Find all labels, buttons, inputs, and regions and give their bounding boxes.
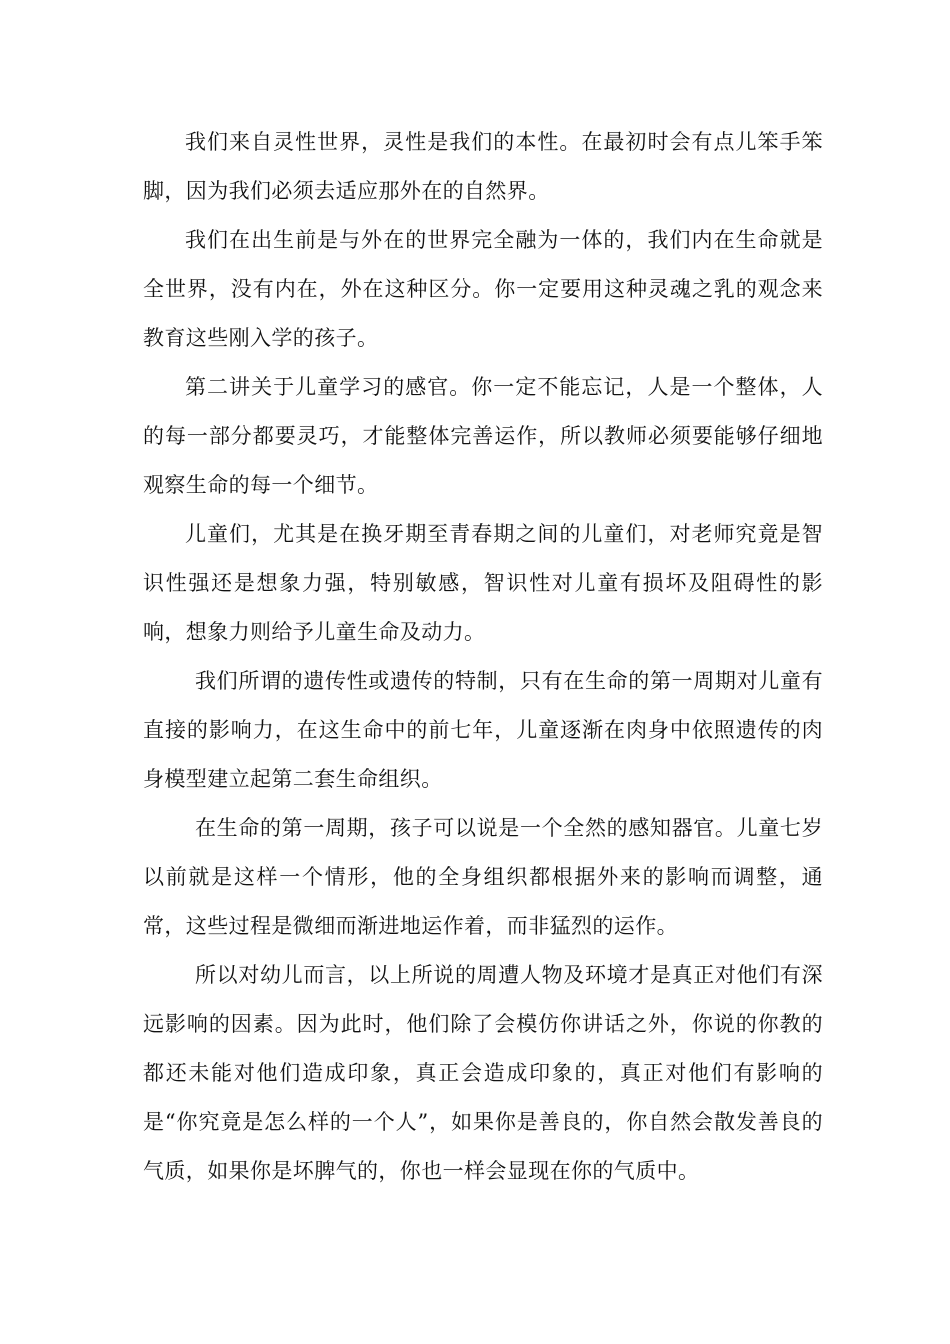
paragraph-4: 儿童们，尤其是在换牙期至青春期之间的儿童们，对老师究竟是智识性强还是想象力强，特别敏感，智识性对儿童有损坏及阻碍性的影响，想象力则给予儿童生命及动力。 [143,522,823,644]
document-body [143,118,823,1196]
paragraph-3: 第二讲关于儿童学习的感官。你一定不能忘记，人是一个整体，人的每一部分都要灵巧，才能整体完善运作，所以教师必须要能够仔细地观察生命的每一个细节。 [143,375,823,497]
paragraph-2: 我们在出生前是与外在的世界完全融为一体的，我们内在生命就是全世界，没有内在，外在这种区分。你一定要用这种灵魂之乳的观念来教育这些刚入学的孩子。 [143,228,823,350]
paragraph-1: 我们来自灵性世界，灵性是我们的本性。在最初时会有点儿笨手笨脚，因为我们必须去适应那外在的自然界。 [143,130,823,203]
paragraph-5: 我们所谓的遗传性或遗传的特制，只有在生命的第一周期对儿童有直接的影响力，在这生命中的前七年，儿童逐渐在肉身中依照遗传的肉身模型建立起第二套生命组织。 [143,669,823,791]
paragraph-7: 所以对幼儿而言，以上所说的周遭人物及环境才是真正对他们有深远影响的因素。因为此时，他们除了会模仿你讲话之外，你说的你教的都还未能对他们造成印象，真正会造成印象的，真正对他们有影响的是“你究竟是怎么样的一个人”，如果你是善良的，你自然会散发善良的气质，如果你是坏脾气的，你也一样会显现在你的气质中。 [143,963,823,1183]
paragraph-6: 在生命的第一周期，孩子可以说是一个全然的感知器官。儿童七岁以前就是这样一个情形，他的全身组织都根据外来的影响而调整，通常，这些过程是微细而渐进地运作着，而非猛烈的运作。 [143,816,823,938]
